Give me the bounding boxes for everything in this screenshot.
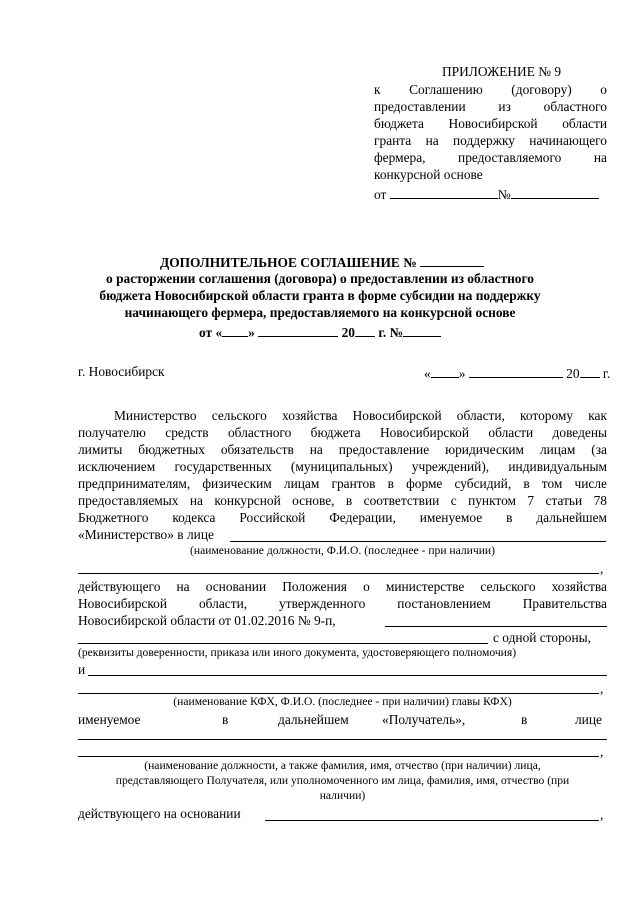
- date-close-quote: »: [458, 366, 466, 381]
- heading-number-blank: [420, 252, 484, 267]
- heading-subtitle: бюджета Новосибирской области гранта в форме субсидии на поддержку: [99, 288, 541, 303]
- fill-line: [78, 573, 599, 574]
- appendix-date-line: [374, 184, 599, 203]
- fill-line: [88, 675, 607, 676]
- appendix-date-blank: [390, 184, 498, 199]
- caption: представляющего Получателя, или уполномоченного им лица, фамилия, имя, отчество (при: [115, 774, 570, 787]
- body-text: и: [78, 662, 86, 677]
- body-text: действующего на основании: [78, 806, 241, 821]
- line-comma: ,: [600, 561, 604, 576]
- heading-number-label: г. №: [378, 325, 404, 340]
- appendix-from-label: от: [374, 187, 387, 202]
- heading-from-label: от «: [199, 325, 223, 340]
- appendix-number-blank: [511, 184, 599, 199]
- body-text: дальнейшем: [278, 712, 349, 727]
- fill-line: [385, 626, 607, 627]
- caption: (реквизиты доверенности, приказа или иного документа, удостоверяющего полномочия): [78, 646, 517, 659]
- heading-num-blank: [403, 322, 441, 337]
- appendix-number-label: №: [497, 187, 511, 202]
- body-text: Новосибирской области, утвержденного постановлением Правительства: [78, 596, 607, 611]
- date-month-blank: [469, 363, 563, 378]
- heading-title: [160, 252, 484, 271]
- line-comma: ,: [600, 681, 604, 696]
- heading-quote: »: [248, 325, 255, 340]
- date-g-label: г.: [602, 366, 611, 381]
- fill-line: [78, 739, 607, 740]
- heading-day-blank: [222, 322, 248, 337]
- date-year-blank: [580, 363, 600, 378]
- appendix-line: предоставлении из областного: [374, 99, 607, 114]
- heading-year-blank: [355, 322, 375, 337]
- appendix-line: бюджета Новосибирской области: [374, 116, 607, 131]
- city: г. Новосибирск: [78, 364, 165, 379]
- heading-year-label: 20: [341, 325, 355, 340]
- heading-subtitle: о расторжении соглашения (договора) о предоставлении из областного: [106, 271, 534, 286]
- body-text: предпринимателям, физическим лицам грантов в форме субсидий, в том числе: [78, 476, 607, 491]
- fill-line: [230, 541, 606, 542]
- body-text: лице: [575, 712, 602, 727]
- body-text: с одной стороны,: [493, 630, 592, 645]
- body-text: Бюджетного кодекса Российской Федерации, именуемое в дальнейшем: [78, 510, 607, 525]
- appendix-line: гранта на поддержку начинающего: [374, 133, 607, 148]
- fill-line: [78, 643, 488, 644]
- body-text: предоставляемых на конкурсной основе, в соответствии с пунктом 7 статьи 78: [78, 493, 607, 508]
- heading-title-text: ДОПОЛНИТЕЛЬНОЕ СОГЛАШЕНИЕ №: [160, 255, 417, 270]
- line-comma: ,: [600, 807, 604, 822]
- date-open-quote: «: [424, 366, 431, 381]
- date-year-label: 20: [566, 366, 580, 381]
- body-text: в: [521, 712, 528, 727]
- caption: (наименование должности, Ф.И.О. (последнее - при наличии): [190, 544, 495, 557]
- appendix-line: конкурсной основе: [374, 167, 483, 182]
- body-text: Министерство сельского хозяйства Новосибирской области, которому как: [114, 408, 607, 423]
- appendix-line: к Соглашению (договору) о: [374, 82, 607, 97]
- body-text: получателю средств областного бюджета Новосибирской области доведены: [78, 425, 607, 440]
- heading-month-blank: [258, 322, 338, 337]
- heading-date-line: [199, 322, 441, 341]
- place-date: [424, 363, 610, 382]
- body-text: Новосибирской области от 01.02.2016 № 9-п,: [78, 613, 336, 628]
- body-text: в: [222, 712, 229, 727]
- body-text: «Министерство» в лице: [78, 527, 214, 542]
- caption: наличии): [319, 789, 366, 802]
- body-text: исключением государственных (муниципальных) учреждений), индивидуальным: [78, 459, 607, 474]
- line-comma: ,: [600, 744, 604, 759]
- body-text: действующего на основании Положения о министерстве сельского хозяйства: [78, 579, 607, 594]
- appendix-line: фермера, предоставляемого на: [374, 150, 607, 165]
- body-text: именуемое: [78, 712, 141, 727]
- body-text: «Получатель»,: [382, 712, 466, 727]
- caption: (наименование КФХ, Ф.И.О. (последнее - при наличии) главы КФХ): [173, 695, 512, 708]
- body-text: лимиты бюджетных обязательств на предоставление юридическим лицам (за: [78, 442, 607, 457]
- fill-line: [78, 756, 599, 757]
- fill-line: [265, 820, 599, 821]
- heading-subtitle: начинающего фермера, предоставляемого на конкурсной основе: [124, 305, 516, 320]
- date-day-blank: [431, 363, 459, 378]
- appendix-title: ПРИЛОЖЕНИЕ № 9: [442, 64, 562, 79]
- caption: (наименование должности, а также фамилия, имя, отчество (при наличии) лица,: [144, 759, 541, 772]
